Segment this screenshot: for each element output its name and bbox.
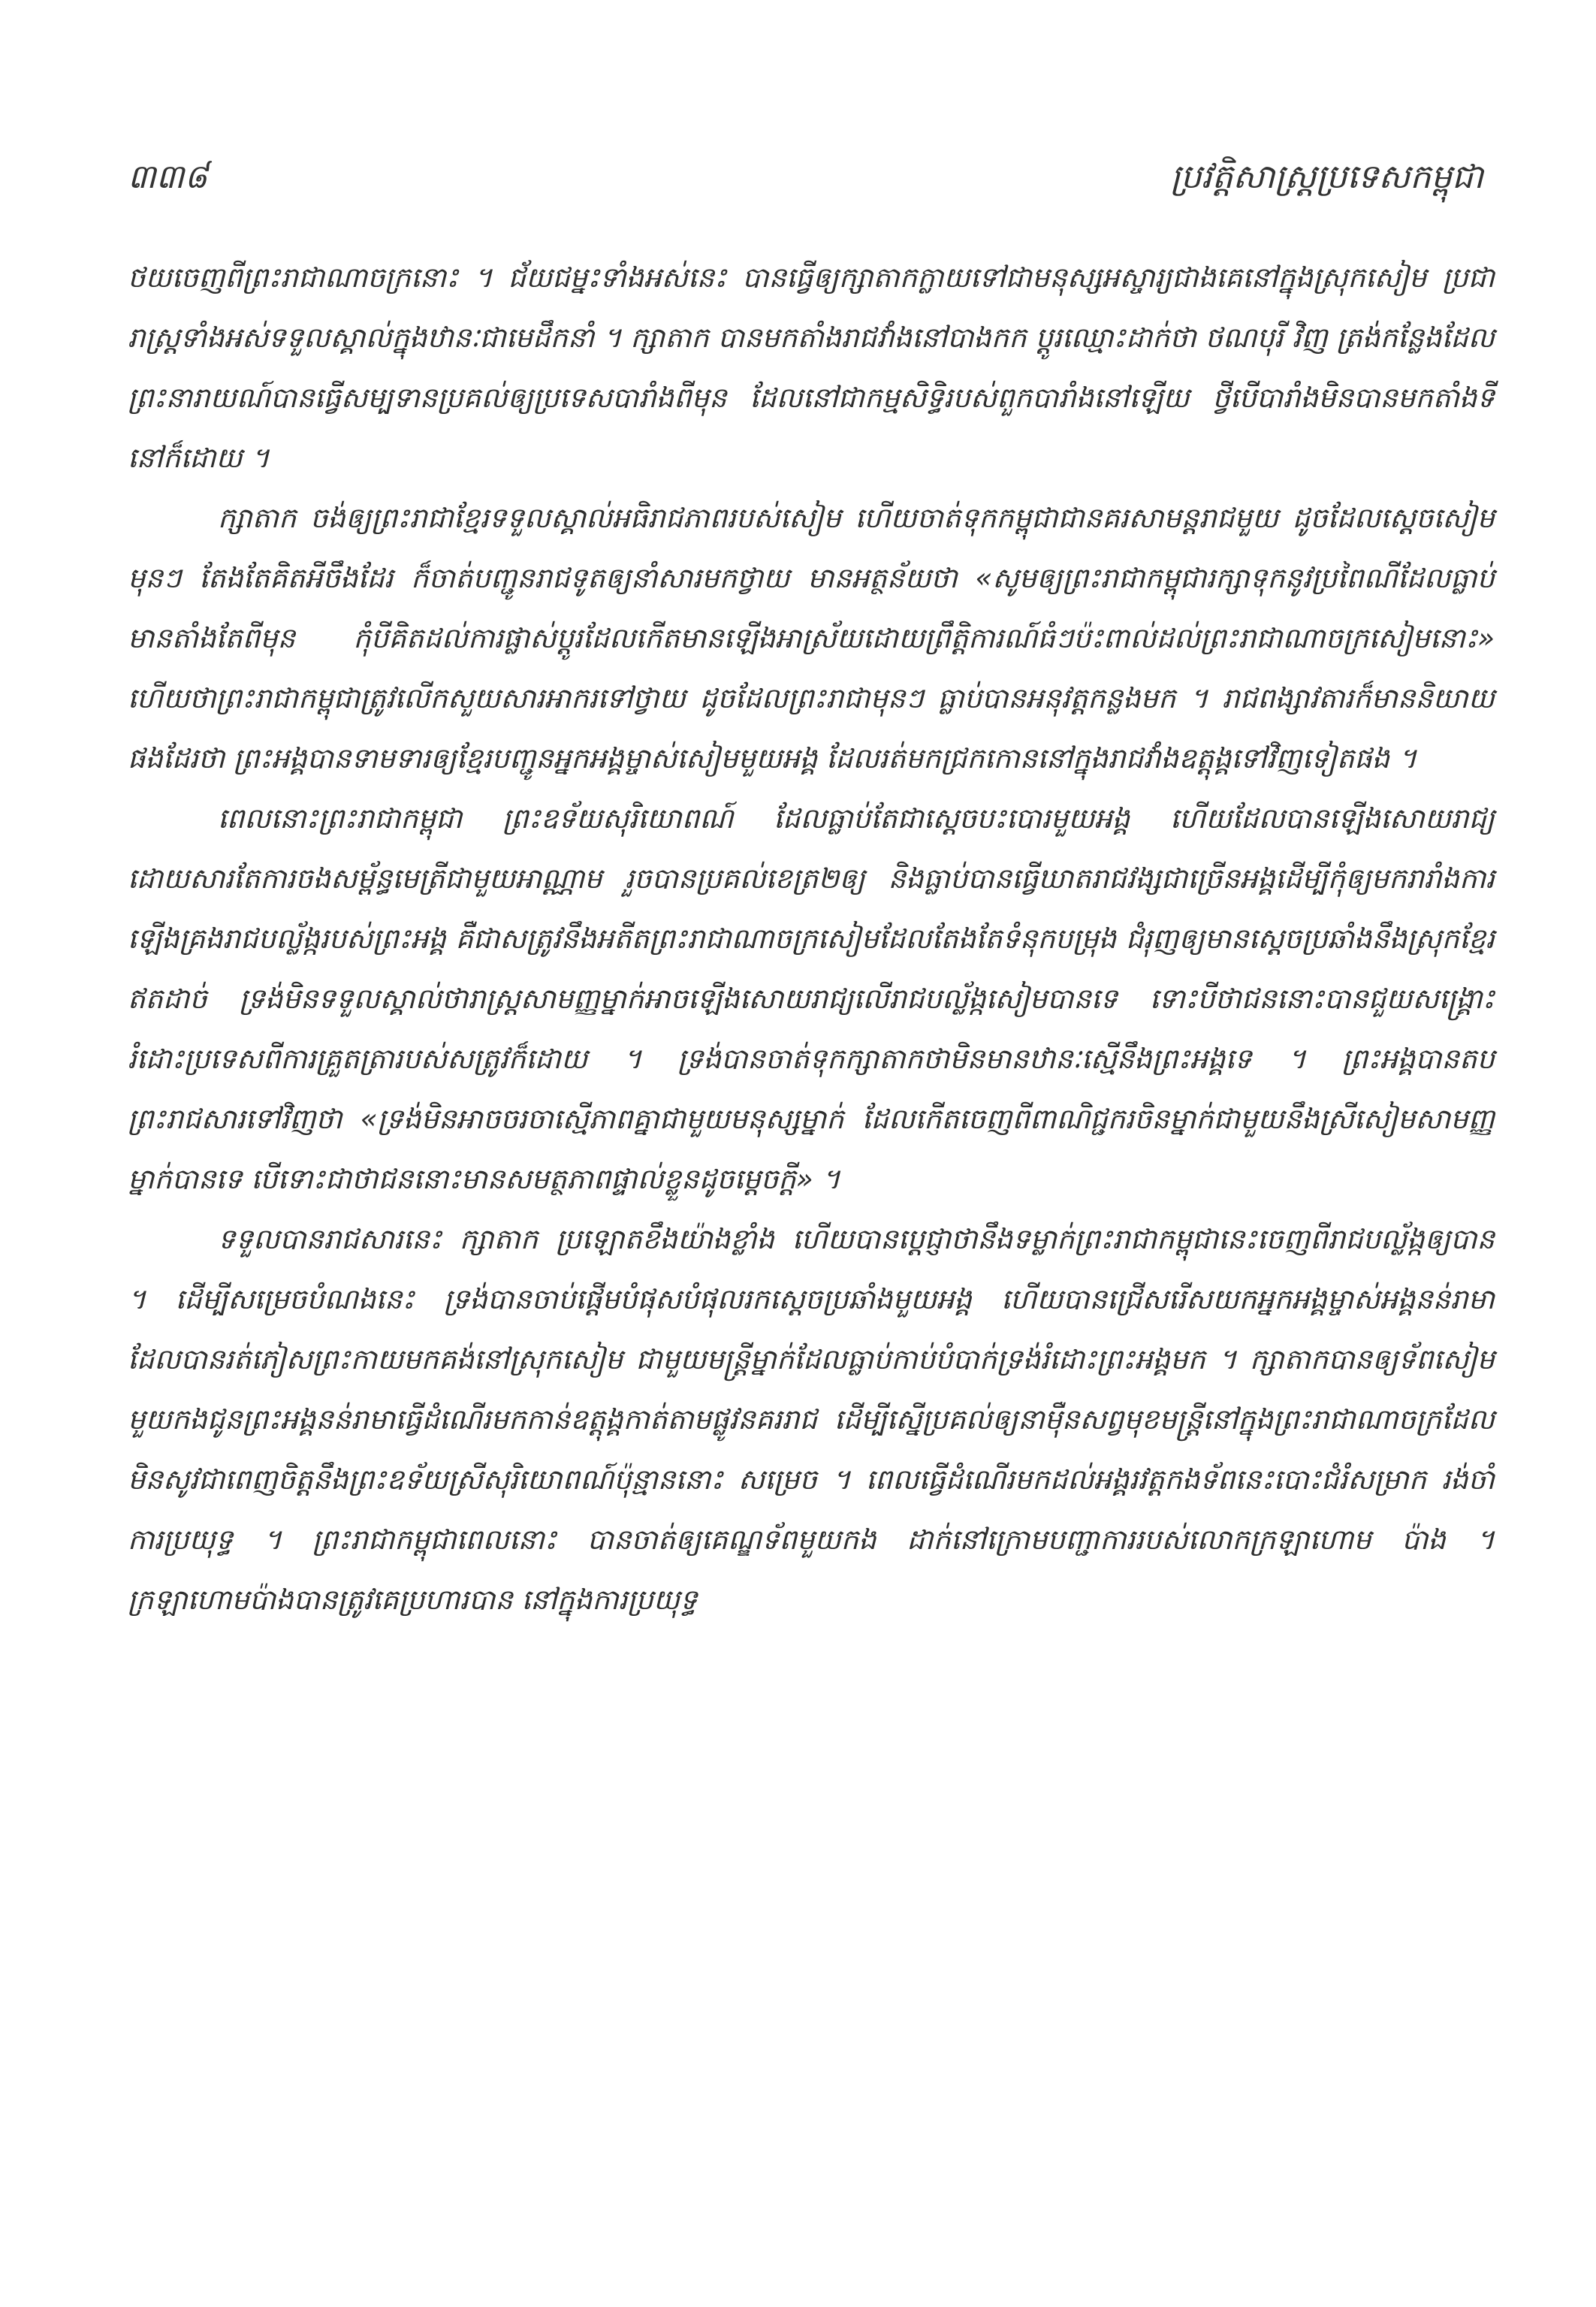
page-number: ៣៣៨ — [128, 158, 208, 196]
paragraph: ទទួលបានរាជសារនេះ ក្សាតាក ប្រឡោតខឹងយ៉ាងខ្លាំង ហើយបានប្ដេជ្ញាថានឹងទម្លាក់ព្រះរាជាកម្ពុជានេះចេញពីរាជបល្ល័ង្កឲ្យបាន ។ ដើម្បីសម្រេចបំណងនេះ ទ្រង់បានចាប់ផ្ដើមបំផុសបំផុលរកស្ដេចប្រឆាំងមួយអង្គ ហើយបានជ្រើសរើសយកអ្នកអង្គម្ចាស់អង្គនន់រាមា ដែលបានរត់ភៀសព្រះកាយមកគង់នៅស្រុកសៀម ជាមួយមន្ត្រីម្នាក់ដែលធ្លាប់កាប់បំបាក់ទ្រង់រំដោះព្រះអង្គមក ។ ក្សាតាកបានឲ្យទ័ពសៀមមួយកងជូនព្រះអង្គនន់រាមាធ្វើដំណើរមកកាន់ឧត្ដុង្គកាត់តាមផ្លូវនគររាជ ដើម្បីស្នើប្រគល់ឲ្យនាម៉ឺនសព្វមុខមន្ត្រីនៅក្នុងព្រះរាជាណាចក្រដែលមិនសូវជាពេញចិត្តនឹងព្រះឧទ័យស្រីសុរិយោពណ៍ប៉ុន្មាននោះ សម្រេច ។ ពេលធ្វើដំណើរមកដល់អង្គរវត្តកងទ័ពនេះបោះជំរំសម្រាក រង់ចាំការប្រយុទ្ធ ។ ព្រះរាជាកម្ពុជាពេលនោះ បានចាត់ឲ្យគេណ្ឌទ័ពមួយកង ដាក់នៅក្រោមបញ្ជាការរបស់លោកក្រឡាហោម ប៉ាង ។ ក្រឡាហោមប៉ាងបានត្រូវគេប្រហារបាន នៅក្នុងការប្រយុទ្ធ — [128, 1223, 1495, 1616]
paragraph: ថយចេញពីព្រះរាជាណាចក្រនោះ ។ ជ័យជម្នះទាំងអស់នេះ បានធ្វើឲ្យក្សាតាកក្លាយទៅជាមនុស្សអស្ចារ្យជាងគេនៅក្នុងស្រុកសៀម ប្រជារាស្ត្រទាំងអស់ទទួលស្គាល់ក្នុងឋានៈជាមេដឹកនាំ ។ ក្សាតាក បានមកតាំងរាជវាំងនៅបាងកក ប្ដូរឈ្មោះដាក់ថា ថណបុរី វិញ ត្រង់កន្លែងដែលព្រះនារាយណ៍បានធ្វើសម្បទានប្រគល់ឲ្យប្រទេសបារាំងពីមុន ដែលនៅជាកម្មសិទ្ធិរបស់ពួកបារាំងនៅឡើយ ថ្វីបើបារាំងមិនបានមកតាំងទីនៅក៏ដោយ ។ — [128, 261, 1495, 474]
paragraph: ពេលនោះព្រះរាជាកម្ពុជា ព្រះឧទ័យសុរិយោពណ៍ ដែលធ្លាប់តែជាស្ដេចបះបោរមួយអង្គ ហើយដែលបានឡើងសោយរាជ្យដោយសារតែការចងសម្ព័ន្ធមេត្រីជាមួយអាណ្ណាម រួចបានប្រគល់ខេត្រ២ឲ្យ និងធ្លាប់បានធ្វើឃាតរាជវង្សជាច្រើនអង្គដើម្បីកុំឲ្យមករារាំងការឡើងគ្រងរាជបល្ល័ង្ករបស់ព្រះអង្គ គឺជាសត្រូវនឹងអតីតព្រះរាជាណាចក្រសៀមដែលតែងតែទំនុកបម្រុង ជំរុញឲ្យមានស្ដេចប្រឆាំងនឹងស្រុកខ្មែរឥតដាច់ ទ្រង់មិនទទួលស្គាល់ថារាស្ត្រសាមញ្ញម្នាក់អាចឡើងសោយរាជ្យលើរាជបល្ល័ង្កសៀមបានទេ ទោះបីថាជននោះបានជួយសង្គ្រោះរំដោះប្រទេសពីការគ្រួតត្រារបស់សត្រូវក៏ដោយ ។ ទ្រង់បានចាត់ទុកក្សាតាកថាមិនមានឋានៈស្មើនឹងព្រះអង្គទេ ។ ព្រះអង្គបានតបព្រះរាជសារទៅវិញថា «ទ្រង់មិនអាចចរចាស្មើភាពគ្នាជាមួយមនុស្សម្នាក់ ដែលកើតចេញពីពាណិជ្ជករចិនម្នាក់ជាមួយនឹងស្រីសៀមសាមញ្ញម្នាក់បានទេ បើទោះជាថាជននោះមានសមត្ថភាពផ្ទាល់ខ្លួនដូចម្ដេចក្ដី» ។ — [128, 802, 1495, 1195]
running-title: ប្រវត្តិសាស្ត្រប្រទេសកម្ពុជា — [1170, 158, 1483, 196]
body-text — [128, 248, 1495, 1630]
paragraph: ក្សាតាក ចង់ឲ្យព្រះរាជាខ្មែរទទួលស្គាល់អធិរាជភាពរបស់សៀម ហើយចាត់ទុកកម្ពុជាជានគរសាមន្តរាជមួយ ដូចដែលស្ដេចសៀមមុនៗ តែងតែគិតអីចឹងដែរ ក៏ចាត់បញ្ជូនរាជទូតឲ្យនាំសារមកថ្វាយ មានអត្ថន័យថា «សូមឲ្យព្រះរាជាកម្ពុជារក្សាទុកនូវប្រពៃណីដែលធ្លាប់មានតាំងតែពីមុន កុំបីគិតដល់ការផ្លាស់ប្ដូរដែលកើតមានឡើងអាស្រ័យដោយព្រឹត្តិការណ៍ធំៗប៉ះពាល់ដល់ព្រះរាជាណាចក្រសៀមនោះ» ហើយថាព្រះរាជាកម្ពុជាត្រូវលើកសួយសារអាករទៅថ្វាយ ដូចដែលព្រះរាជាមុនៗ ធ្លាប់បានអនុវត្តកន្លងមក ។ រាជពង្សាវតារក៏មាននិយាយផងដែរថា ព្រះអង្គបានទាមទារឲ្យខ្មែរបញ្ជូនអ្នកអង្គម្ចាស់សៀមមួយអង្គ ដែលរត់មកជ្រកកោននៅក្នុងរាជវាំងឧត្ដុង្គទៅវិញទៀតផង ។ — [128, 502, 1495, 775]
page-header — [128, 150, 1483, 210]
